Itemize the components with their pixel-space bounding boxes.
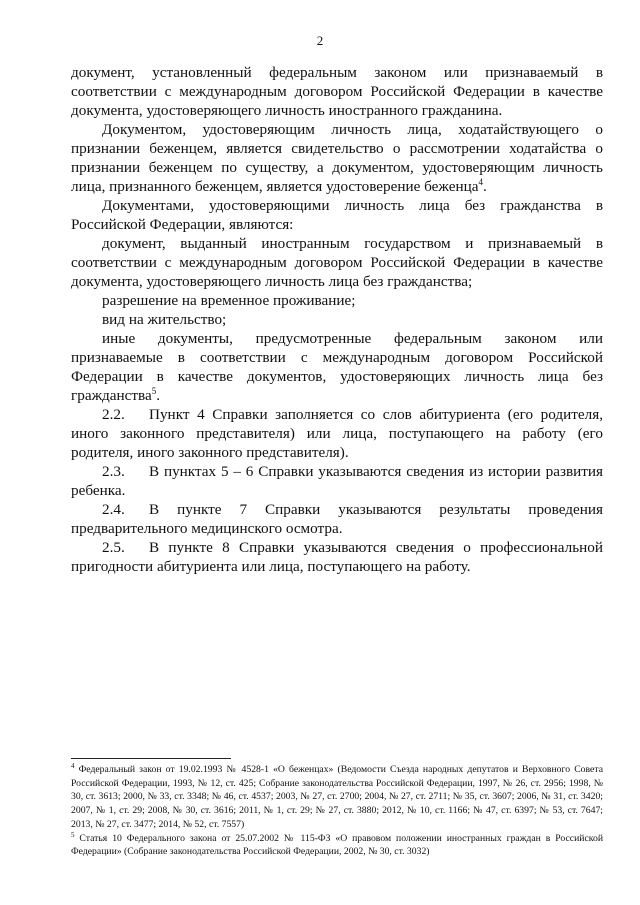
footnote-mark: 5 <box>71 830 75 839</box>
item-text: Пункт 4 Справки заполняется со слов абитуриента (его родителя, иного законного представителя) или лица, поступающего на работу (его родителя, иного законного представителя). <box>71 406 603 461</box>
paragraph-foreign-citizen-doc: документ, установленный федеральным законом или признаваемый в соответствии с международным договором Российской Федерации в качестве документа, удостоверяющего личность иностранного гражданина. <box>71 64 603 119</box>
paragraph-stateless-intro: Документами, удостоверяющими личность лица без гражданства в Российской Федерации, являются: <box>71 197 603 233</box>
item-number: 2.5. <box>102 539 125 556</box>
footnotes <box>71 763 603 859</box>
paragraph-text: Документом, удостоверяющим личность лица, ходатайствующего о признании беженцем, является свидетельство о рассмотрении ходатайства о признании беженцем по существу, а документом, удостоверяющим личность лица, признанного беженцем, является удостоверение беженца <box>71 121 603 195</box>
footnote-mark: 4 <box>71 761 75 770</box>
footnote-text: Федеральный закон от 19.02.1993 № 4528-1 «О беженцах» (Ведомости Съезда народных депутатов и Верховного Совета Российской Федерации, 1993, № 12, ст. 425; Собрание законодательства Российской Федерации, 1997, № 26, ст. 2956; 1998, № 30, ст. 3613; 2000, № 33, ст. 3348; № 46, ст. 4537; 2003, № 27, ст. 2700; 2004, № 27, ст. 2711; № 35, ст. 3607; 2006, № 31, ст. 3420; 2007, № 1, ст. 29; 2008, № 30, ст. 3616; 2011, № 1, ст. 29; № 27, ст. 3880; 2012, № 10, ст. 1166; № 47, ст. 6397; № 53, ст. 7647; 2013, № 27, ст. 3477; 2014, № 52, ст. 7557) <box>71 764 603 830</box>
footnote-4 <box>71 763 603 832</box>
footnote-text: Статья 10 Федерального закона от 25.07.2002 № 115-ФЗ «О правовом положении иностранных граждан в Российской Федерации» (Собрание законодательства Российской Федерации, 2002, № 30, ст. 3032) <box>71 832 603 858</box>
footnote-ref-4[interactable]: 4 <box>478 176 483 187</box>
footnote-separator <box>71 758 231 759</box>
paragraph-end: . <box>482 178 487 195</box>
paragraph-other-documents <box>71 329 603 405</box>
item-number: 2.3. <box>102 463 125 480</box>
paragraph-temporary-residence: разрешение на временное проживание; <box>102 292 356 309</box>
item-text: В пункте 7 Справки указываются результаты проведения предварительного медицинского осмотра. <box>71 501 603 537</box>
footnote-5 <box>71 832 603 859</box>
paragraph-residence-permit: вид на жительство; <box>102 311 227 328</box>
numbered-item-2-3 <box>71 462 603 500</box>
numbered-item-2-5 <box>71 538 603 576</box>
item-number: 2.4. <box>102 501 125 518</box>
paragraph-end: . <box>156 387 161 404</box>
paragraph-text: иные документы, предусмотренные федеральным законом или признаваемые в соответствии с международным договором Российской Федерации в качестве документов, удостоверяющих личность лица без гражданства <box>71 330 603 404</box>
footnote-ref-5[interactable]: 5 <box>151 385 157 396</box>
item-text: В пунктах 5 – 6 Справки указываются сведения из истории развития ребенка. <box>71 463 603 499</box>
paragraph-stateless-foreign-doc: документ, выданный иностранным государством и признаваемый в соответствии с международным договором Российской Федерации в качестве документа, удостоверяющего личность лица без гражданства; <box>71 235 603 290</box>
numbered-item-2-4 <box>71 500 603 538</box>
page-number: 2 <box>316 33 324 48</box>
document-body <box>71 63 603 576</box>
numbered-item-2-2 <box>71 405 603 462</box>
item-text: В пункте 8 Справки указываются сведения о профессиональной пригодности абитуриента или лица, поступающего на работу. <box>71 539 603 575</box>
item-number: 2.2. <box>102 406 125 423</box>
paragraph-refugee-docs <box>71 120 603 196</box>
